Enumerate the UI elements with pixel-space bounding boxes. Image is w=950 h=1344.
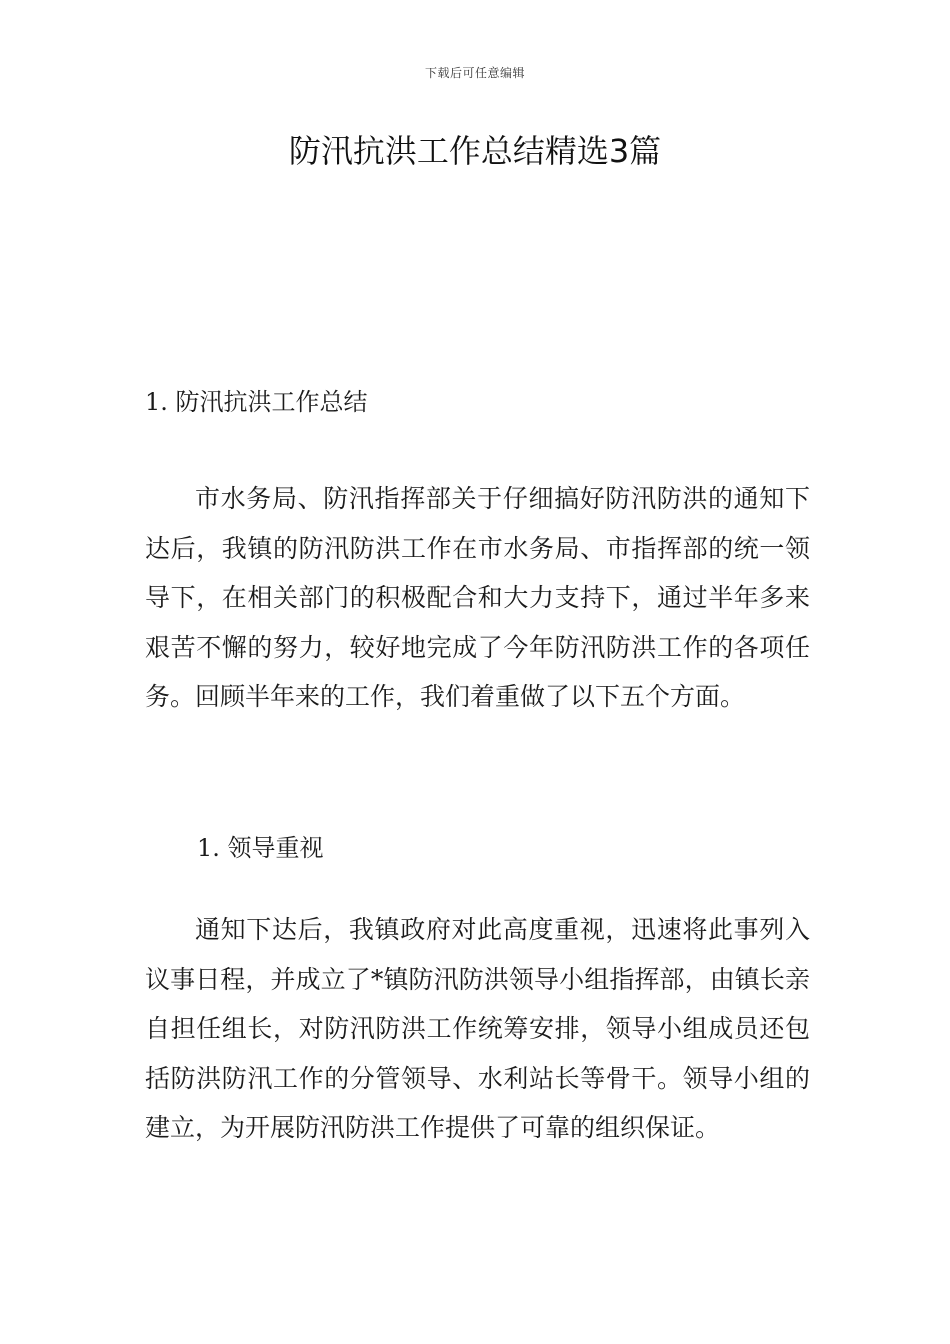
sub-heading: 1. 领导重视 <box>197 834 324 862</box>
body-paragraph: 通知下达后，我镇政府对此高度重视，迅速将此事列入议事日程，并成立了*镇防汛防洪领导小组指挥部，由镇长亲自担任组长，对防汛防洪工作统筹安排，领导小组成员还包括防洪防汛工作的分管领导、水利站长等骨干。领导小组的建立，为开展防汛防洪工作提供了可靠的组织保证。 <box>145 915 810 1142</box>
document-title: 防汛抗洪工作总结精选3篇 <box>288 132 662 170</box>
intro-paragraph: 市水务局、防汛指挥部关于仔细搞好防汛防洪的通知下达后，我镇的防汛防洪工作在市水务局、市指挥部的统一领导下，在相关部门的积极配合和大力支持下，通过半年多来艰苦不懈的努力，较好地完成了今年防汛防洪工作的各项任务。回顾半年来的工作，我们着重做了以下五个方面。 <box>145 484 810 711</box>
page-header-note: 下载后可任意编辑 <box>424 66 525 80</box>
section-heading: 1. 防汛抗洪工作总结 <box>145 388 368 416</box>
